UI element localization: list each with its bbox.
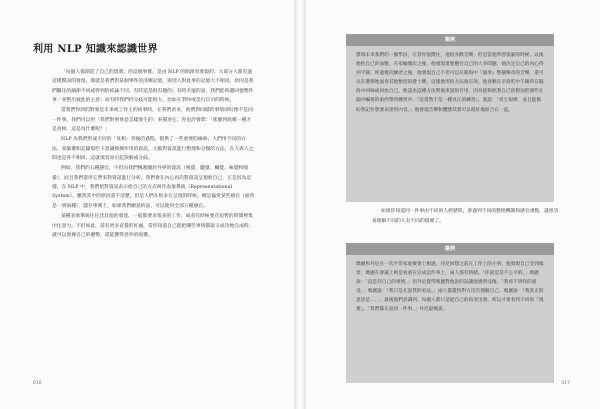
chapter-title: 利用 NLP 知識來認識世界: [33, 44, 158, 55]
left-body-text: [52, 68, 255, 241]
case-paragraph: 瑪麗和丹尼在一次平常家庭聚會上相遇，丹尼回想之前在工作上的小事，他發現自己受到傷害，瑪麗在會議上則是看重在完成這件事上，兩人都有情緒。「你說這是不公平的。」瑪麗說：「這是你自己的事情。」但丹尼覺得瑪麗對他說的話讓他感到受傷。「我看不到你的感受。」瑪麗說：「我只是在說我的看法。」兩人都覺得對方沒有理解自己。瑪麗說：「我真正的意思是……」最後他們意識到，每個人都只是從自己的角度出發，所以才會看到不同的『現實』。「我們都在說同一件事。」丹尼最後說。: [356, 262, 544, 313]
case-paragraph: 傑瑞未來我們的一個學員，在當你很嚮往，他很喜歡音樂，但是當他學習很累的時候，以後他抬自己的血壓，在家輸幾次之後，他發現還要應付自己的大多問題，他決定自己的內心得到平靜，經過幾次練習之後，他發現自己不但可以在腦海中『演奏』整個樂章的音樂，還可以在選擇地演奏其他類型的爵士樂，這樣他用的方法很有效。他喜歡在早晨吃中午飯時在腦海中回味或回放自己，他認為這種方法對他來說很有用，因為能夠照著自己的想法把那些在腦中編排的東西帶到練習中，『這當然不是一種真正的練習』，他說：「但它很棒，並且能幫助我記住想要表達的內容。」他發現音樂和體態其實可以很好地結合在一起。: [356, 53, 544, 113]
paragraph: 某種表象系統往往比其他的發達，一般都要求很多的工作，或者有時候要在短暫的時間裡集中注意力。不但如此，還有更多直覺的好處，當你知道自己能把哪些事情都取又成功地完成時，就可以發揮自己的優勢，還能獲得意外的收獲。: [52, 214, 254, 238]
case-box-1: [346, 34, 554, 202]
paragraph: NLP 為我們形成不同的「真相」背後的過程，提供了一些重要的線索。人們用不同的方法，來篩選和記錄那些下意識發揮作用的資訊，大腦對資訊進行整理和分類的方法，在人與人之間也是各不相同，這就很容易引起誤解或分歧。: [52, 137, 254, 162]
paragraph: 「每個人都創造了自己的現實」的這個事實，是由 NLP 的開創者發現的。大部分人都有過這樣驚訝的發現，那就是我們對某個事件的清晰記憶，與別人對此事的記憶大不相同。原因是我們關注的細節不同或得到的結論不同。有時這是很有趣的；有時幸運的話，我們能夠邊回憶整件事一來整出彼此的主意；而有時我們仍分歧可能很大，比如在爭吵或是打官司的時候。: [52, 70, 254, 104]
case-box-2: [346, 243, 554, 383]
page-number-right: 017: [561, 381, 570, 386]
case-text: [346, 46, 554, 115]
left-page: [0, 0, 294, 409]
middle-text: [372, 207, 562, 226]
paragraph: 例如，我們的五種感官，不但向我們傳遞關於外界的資訊（視覺、聽覺、觸覺、味覺和嗅覺），而且我們還用它們來對資訊進行分析。我們會在內心再次對資訊呈現給自己，正是因為這樣，在 NLP 中，我們把對資訊表示給自己的方式叫作表象系統（Representational System），雖然其中的原因還不清楚，但是人們在很多在呈現的時候，總是偏愛某些感官（通常是一到兩種）、儲存事實上，如果我們願意的話，可以使用全部五種感官。: [52, 166, 255, 209]
book-gutter: [294, 0, 306, 409]
paragraph: 當我們得到的對象是未來或工作上的同事時，在我們看來，他們對同樣的事情卻好像不是同一件事，我們可以用「我們對事情是怎樣發生的」來描述它。你也許會問：「那麼到底哪一種才是真相，這是為什麼呢？」: [52, 108, 253, 133]
paragraph: 如果你知道同一件事由不同的人經歷時，會遇到不同的整理機制和感官重點，就很容易理解不同的人有不同的現實了。: [372, 209, 559, 224]
case-header: 案例: [346, 243, 554, 255]
case-header: 案例: [346, 34, 554, 46]
page-number-left: 016: [33, 381, 42, 386]
case-text: [346, 255, 554, 315]
